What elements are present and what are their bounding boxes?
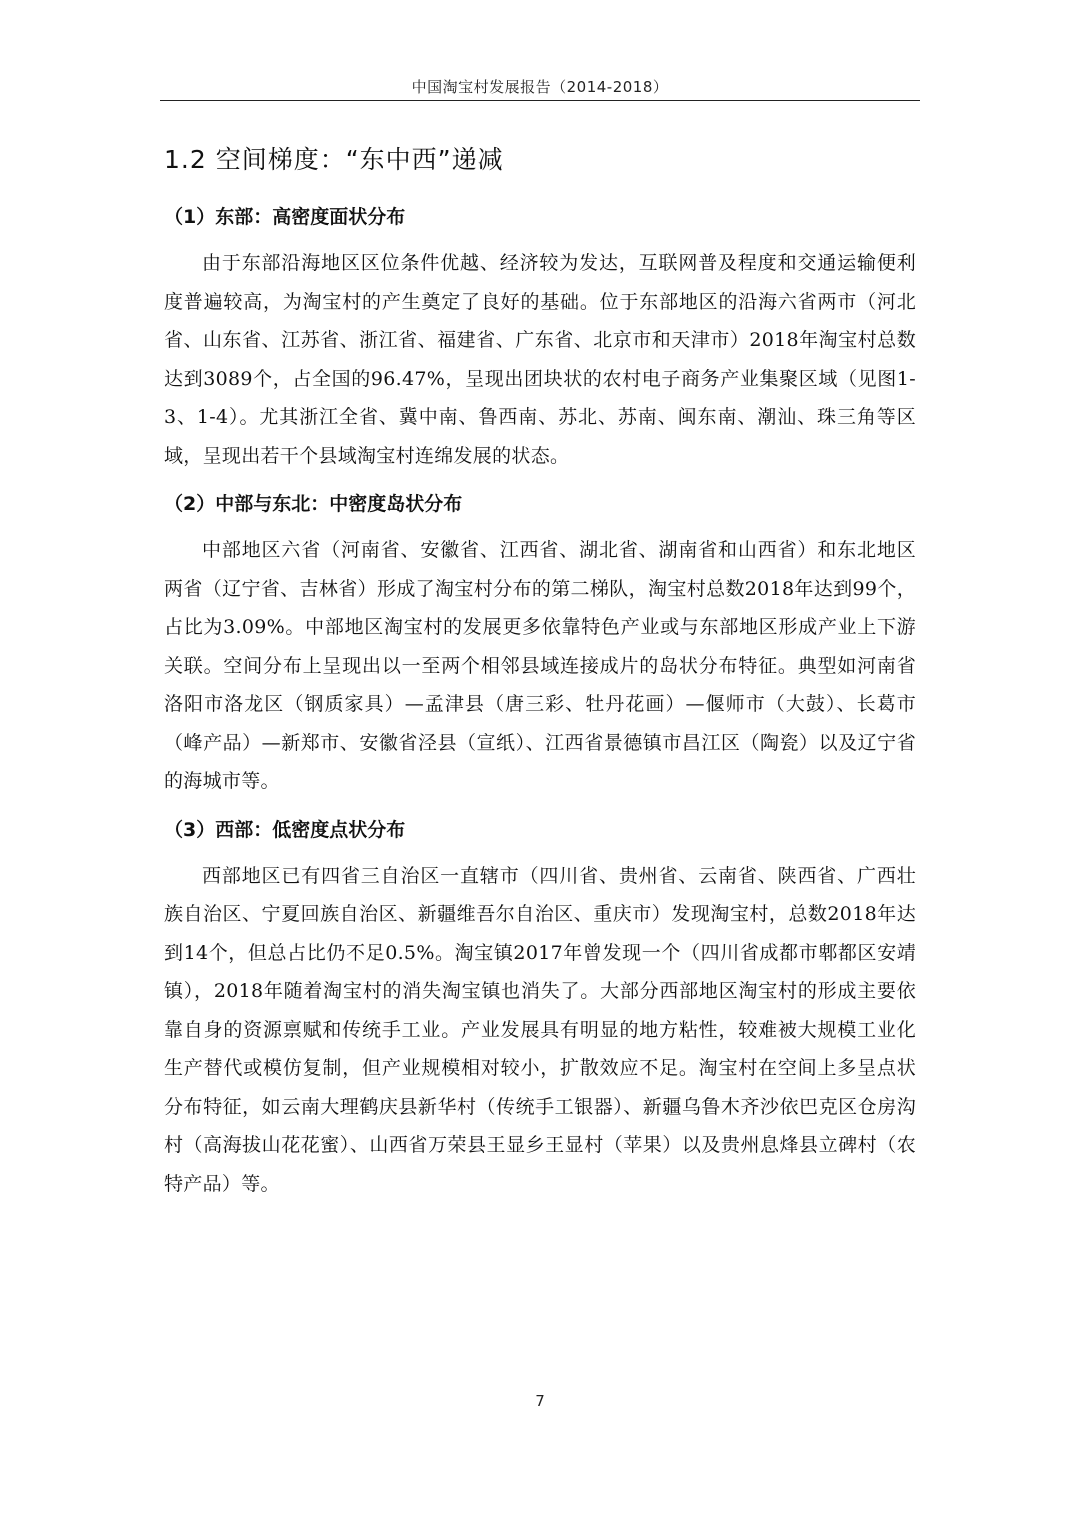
subsection-west [164,815,916,1204]
subsection-title: （3）西部：低密度点状分布 [164,818,406,841]
subsection-title: （1）东部：高密度面状分布 [164,206,406,228]
paragraph: 西部地区已有四省三自治区一直辖市（四川省、贵州省、云南省、陕西省、广西壮族自治区、宁夏回族自治区、新疆维吾尔自治区、重庆市）发现淘宝村，总数2018年达到14个，但总占比仍不足0.5%。淘宝镇2017年曾发现一个（四川省成都市郫都区安靖镇），2018年随着淘宝村的消失淘宝镇也消失了。大部分西部地区淘宝村的形成主要依靠自身的资源禀赋和传统手工业。产业发展具有明显的地方粘性，较难被大规模工业化生产替代或模仿复制，但产业规模相对较小，扩散效应不足。淘宝村在空间上多呈点状分布特征，如云南大理鹤庆县新华村（传统手工银器）、新疆乌鲁木齐沙依巴克区仓房沟村（高海拔山花花蜜）、山西省万荣县王显乡王显村（苹果）以及贵州息烽县立碑村（农特产品）等。 [164,864,916,1195]
section-title: 1.2 空间梯度：“东中西”递减 [164,145,504,174]
subsection-east [164,202,916,475]
paragraph: 由于东部沿海地区区位条件优越、经济较为发达，互联网普及程度和交通运输便利度普遍较高，为淘宝村的产生奠定了良好的基础。位于东部地区的沿海六省两市（河北省、山东省、江苏省、浙江省、福建省、广东省、北京市和天津市）2018年淘宝村总数达到3089个，占全国的96.47%，呈现出团块状的农村电子商务产业集聚区域（见图1-3、1-4）。尤其浙江全省、冀中南、鲁西南、苏北、苏南、闽东南、潮汕、珠三角等区域，呈现出若干个县域淘宝村连绵发展的状态。 [164,252,916,467]
page-content [164,140,916,1217]
subsection-title: （2）中部与东北：中密度岛状分布 [164,493,463,515]
running-header: 中国淘宝村发展报告（2014-2018） [411,78,669,96]
subsection-central-northeast [164,489,916,801]
paragraph: 中部地区六省（河南省、安徽省、江西省、湖北省、湖南省和山西省）和东北地区两省（辽宁省、吉林省）形成了淘宝村分布的第二梯队，淘宝村总数2018年达到99个，占比为3.09%。中部地区淘宝村的发展更多依靠特色产业或与东部地区形成产业上下游关联。空间分布上呈现出以一至两个相邻县域连接成片的岛状分布特征。典型如河南省洛阳市洛龙区（钢质家具）—孟津县（唐三彩、牡丹花画）—偃师市（大鼓）、长葛市（峰产品）—新郑市、安徽省泾县（宣纸）、江西省景德镇市昌江区（陶瓷）以及辽宁省的海城市等。 [164,539,916,792]
page-number: 7 [535,1392,545,1410]
header-rule [160,100,920,101]
